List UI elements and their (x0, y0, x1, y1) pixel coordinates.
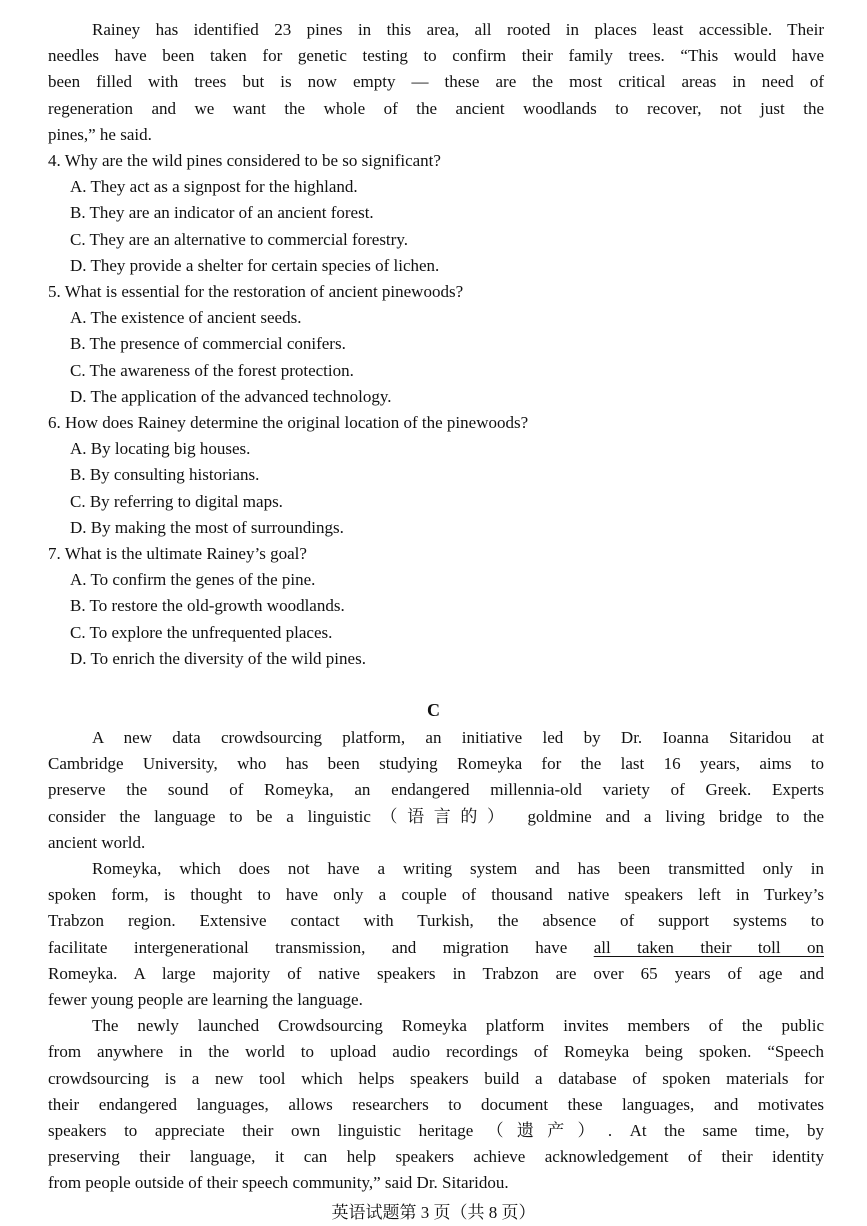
passage-c-paragraph-1 (48, 725, 824, 856)
option-b: B. They are an indicator of an ancient forest. (70, 203, 374, 223)
option-d: D. The application of the advanced technology. (70, 386, 392, 406)
option-d: D. They provide a shelter for certain species of lichen. (70, 255, 440, 275)
text-line: spoken form, is thought to have only a couple of thousand native speakers left in Turkey’s (48, 885, 824, 905)
text-line: from people outside of their speech community,” said Dr. Sitaridou. (48, 1173, 509, 1193)
question-7 (48, 541, 824, 672)
option-d: D. By making the most of surroundings. (70, 517, 344, 537)
option-a: A. By locating big houses. (70, 439, 251, 459)
text-line: speakers to appreciate their own linguistic heritage（遗产）. At the same time, by (48, 1121, 824, 1141)
question-5 (48, 279, 824, 410)
option-a: A. They act as a signpost for the highland. (70, 177, 358, 197)
option-d: D. To enrich the diversity of the wild pines. (70, 648, 366, 668)
text-line: regeneration and we want the whole of the ancient woodlands to recover, not just the (48, 98, 824, 118)
question-stem: 6. How does Rainey determine the original location of the pinewoods? (48, 413, 529, 433)
text-line: needles have been taken for genetic testing to confirm their family trees. “This would have (48, 46, 824, 66)
text-line: Rainey has identified 23 pines in this area, all rooted in places least accessible. Their (92, 20, 824, 39)
option-c: C. By referring to digital maps. (70, 491, 283, 511)
option-b: B. By consulting historians. (70, 465, 260, 485)
text-line: Romeyka. A large majority of native speakers in Trabzon are over 65 years of age and (48, 963, 824, 983)
option-c: C. The awareness of the forest protection. (70, 360, 354, 380)
option-b: B. The presence of commercial conifers. (70, 334, 346, 354)
text-line (48, 935, 824, 961)
text-line: consider the language to be a linguistic（语言的） goldmine and a living bridge to the (48, 806, 824, 826)
option-c: C. They are an alternative to commercial forestry. (70, 229, 408, 249)
passage-c-paragraph-2 (48, 856, 824, 1013)
question-4 (48, 148, 824, 279)
question-stem: 4. Why are the wild pines considered to be so significant? (48, 151, 441, 170)
text-line: Trabzon region. Extensive contact with Turkish, the absence of support systems to (48, 911, 824, 931)
text-line: ancient world. (48, 832, 146, 852)
option-b: B. To restore the old-growth woodlands. (70, 596, 345, 616)
question-stem: 5. What is essential for the restoration of ancient pinewoods? (48, 282, 464, 302)
text-line: Romeyka, which does not have a writing system and has been transmitted only in (92, 859, 824, 879)
text-line: preserve the sound of Romeyka, an endangered millennia-old variety of Greek. Experts (48, 780, 824, 800)
option-a: A. The existence of ancient seeds. (70, 308, 302, 328)
passage-c (48, 725, 824, 1197)
text-line: fewer young people are learning the language. (48, 990, 363, 1010)
text-line: preserving their language, it can help speakers achieve acknowledgement of their identity (48, 1147, 824, 1167)
question-6 (48, 410, 824, 541)
text-line: Cambridge University, who has been studying Romeyka for the last 16 years, aims to (48, 754, 824, 774)
option-a: A. To confirm the genes of the pine. (70, 570, 316, 590)
text-line: from anywhere in the world to upload audio recordings of Romeyka being spoken. “Speech (48, 1042, 824, 1062)
text-line: crowdsourcing is a new tool which helps speakers build a database of spoken materials for (48, 1068, 824, 1088)
page-footer: 英语试题第 3 页（共 8 页） (331, 1203, 536, 1222)
text-line: The newly launched Crowdsourcing Romeyka platform invites members of the public (92, 1016, 824, 1036)
underlined-phrase: all taken their toll on (593, 937, 824, 957)
text-segment: facilitate intergenerational transmission, and migration have (48, 937, 594, 957)
text-line: been filled with trees but is now empty — these are the most critical areas in need of (48, 72, 824, 92)
text-line: pines,” he said. (48, 124, 152, 144)
section-heading: C (427, 700, 440, 720)
option-c: C. To explore the unfrequented places. (70, 622, 333, 642)
text-line: their endangered languages, allows researchers to document these languages, and motivates (48, 1094, 824, 1114)
text-line: A new data crowdsourcing platform, an initiative led by Dr. Ioanna Sitaridou at (92, 728, 824, 747)
passage-b-paragraph (48, 17, 824, 148)
question-list (48, 148, 824, 672)
question-stem: 7. What is the ultimate Rainey’s goal? (48, 544, 307, 564)
passage-c-paragraph-3 (48, 1013, 824, 1196)
